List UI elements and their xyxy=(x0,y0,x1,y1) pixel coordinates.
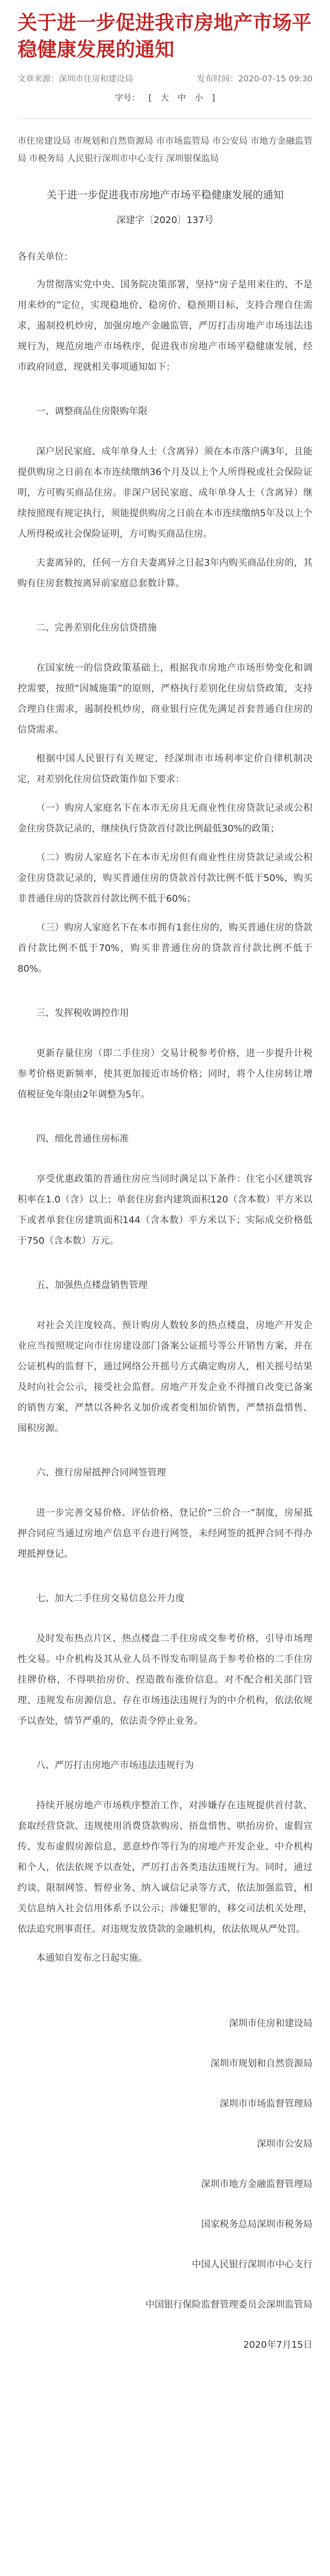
section-heading: 三、发挥税收调控作用 xyxy=(36,1008,129,1019)
font-size-label: 字号： xyxy=(114,93,140,103)
signatory: 中国人民银行深圳市中心支行 xyxy=(192,2259,312,2270)
font-size-small-button[interactable]: 小 xyxy=(194,93,203,103)
section-paragraph: 夫妻离异的，任何一方自夫妻离异之日起3年内购买商品住房的，其购有住房套数按离异前家庭总套数计算。 xyxy=(18,557,312,589)
document-title: 关于进一步促进我市房地产市场平稳健康发展的通知 xyxy=(46,189,284,201)
section-paragraph: 在国家统一的信贷政策基础上，根据我市房地产市场形势变化和调控需要，按照“因城施策”的原则，严格执行差别化住房信贷政策，支持合理自住需求，遏制投机炒房，商业银行应优先满足首套普通自住房的信贷需求。 xyxy=(18,663,312,735)
section-paragraph: 持续开展房地产市场秩序整治工作，对涉嫌存在违规提供首付款、套取经营贷款、违规使用消费贷款购房、捂盘惜售、哄抬房价、虚假宣传、发布虚假房源信息、恶意炒作等行为的房地产开发企业、中介机构和个人，依法依规予以查处，严厉打击各类违法违规行为。同时，通过约谈、限制网签、暂停业务、纳入诚信记录等方式，依法加强监管，相关信息纳入社会信用体系予以公示；涉嫌犯罪的，移交司法机关处理，依法追究刑事责任。对违规发放贷款的金融机构，依法依规从严处罚。 xyxy=(18,1800,312,1935)
font-size-medium-button[interactable]: 中 xyxy=(177,93,186,103)
section-heading: 二、完善差别化住房信贷措施 xyxy=(36,622,157,633)
section-paragraph: 深户居民家庭、成年单身人士（含离异）须在本市落户满3年，且能提供购房之日前在本市连续缴纳36个月及以上个人所得税或社会保险证明，方可购买商品住房。非深户居民家庭、成年单身人士（含离异）继续按照现有规定执行，须能提供购房之日前在本市连续缴纳5年及以上个人所得税或社会保险证明，方可购买商品住房。 xyxy=(18,446,312,539)
header-divider xyxy=(18,118,312,119)
section-heading: 五、加强热点楼盘销售管理 xyxy=(36,1280,147,1291)
signatory: 深圳市市场监督管理局 xyxy=(220,2098,312,2109)
section-heading: 四、细化普通住房标准 xyxy=(36,1133,129,1144)
salutation: 各有关单位： xyxy=(18,251,73,262)
signatory: 深圳市地方金融监督管理局 xyxy=(201,2179,312,2190)
source-value: 深圳市住房和建设局 xyxy=(59,74,134,83)
signatory: 深圳市住房和建设局 xyxy=(229,2018,312,2029)
intro-paragraph: 为贯彻落实党中央、国务院决策部署，坚持“房子是用来住的、不是用来炒的”定位，实现稳地价、稳房价、稳预期目标，支持合理自住需求，遏制投机炒房，加强房地产金融监管，严厉打击房地产市场违法违规行为，规范房地产市场秩序，促进我市房地产市场平稳健康发展，经市政府同意，现就相关事项通知如下： xyxy=(18,279,312,372)
section-paragraph: 进一步完善交易价格、评估价格、登记价“三价合一”制度，房屋抵押合同应当通过房地产信息平台进行网签，未经网签的抵押合同不得办理抵押登记。 xyxy=(18,1507,312,1560)
article-title: 关于进一步促进我市房地产市场平稳健康发展的通知 xyxy=(18,11,312,61)
section-paragraph: 及时发布热点片区、热点楼盘二手住房成交参考价格，引导市场理性交易。中介机构及其从业人员不得发布明显高于参考价格的二手住房挂牌价格，不得哄抬房价、捏造散布涨价信息。对不配合相关部门管理、违规发布房源信息、存在市场违法违规行为的中介机构，依法依规予以查处，情节严重的，依法责令停止业务。 xyxy=(18,1633,312,1726)
section-heading: 七、加大二手住房交易信息公开力度 xyxy=(36,1593,185,1604)
publish-label: 发布时间： xyxy=(196,74,238,83)
section-paragraph: 根据中国人民银行有关规定，经深圳市市场利率定价自律机制决定，对差别化住房信贷政策作如下要求： xyxy=(18,753,312,785)
signatory: 中国银行保险监督管理委员会深圳监管局 xyxy=(145,2299,312,2310)
section-heading: 六、推行房屋抵押合同网签管理 xyxy=(36,1467,166,1478)
signatory-list xyxy=(18,2015,312,2314)
section-paragraph: （一）购房人家庭名下在本市无房且无商业性住房贷款记录或公积金住房贷款记录的，继续执行贷款首付款比例最低30%的政策； xyxy=(18,803,312,834)
signatory: 深圳市规划和自然资源局 xyxy=(210,2058,312,2069)
section-paragraph: 更新存量住房（即二手住房）交易计税参考价格，进一步提升计税参考价格更新频率，使其更加接近市场价格；同时，将个人住房转让增值税征免年限由2年调整为5年。 xyxy=(18,1048,312,1100)
section-paragraph: （二）购房人家庭名下在本市无房但有商业性住房贷款记录或公积金住房贷款记录的，购买普通住房的贷款首付款比例不低于50%，购买非普通住房的贷款首付款比例不低于60%； xyxy=(18,852,312,904)
meta-row xyxy=(18,72,312,86)
bracket-open: [ xyxy=(148,93,152,103)
signatory: 深圳市公安局 xyxy=(257,2139,312,2149)
publish-time: 2020-07-15 09:30 xyxy=(238,74,312,83)
issuing-departments: 市住房建设局 市规划和自然资源局 市市场监管局 市公安局 市地方金融监管局 市税务局 人民银行深圳市中心支行 深圳银保监局 xyxy=(18,136,312,164)
closing-paragraph: 本通知自发布之日起实施。 xyxy=(36,1953,147,1963)
section-heading: 八、严厉打击房地产市场违法违规行为 xyxy=(36,1760,194,1771)
article-sections xyxy=(18,401,312,1940)
font-size-switcher xyxy=(18,91,312,105)
article-meta xyxy=(18,72,312,86)
bracket-close: ] xyxy=(211,93,216,103)
section-heading: 一、调整商品住房限购年限 xyxy=(36,406,147,417)
publish-line xyxy=(197,72,312,86)
section-paragraph: 享受优惠政策的普通住房应当同时满足以下条件：住宅小区建筑容积率在1.0（含）以上；单套住房套内建筑面积120（含本数）平方米以下或者单套住房建筑面积144（含本数）平方米以下；实际成交价格低于750（含本数）万元。 xyxy=(18,1174,312,1246)
source-label: 文章来源： xyxy=(18,74,59,83)
source-line xyxy=(18,72,133,86)
section-paragraph: （三）购房人家庭名下在本市拥有1套住房的，购买普通住房的贷款首付款比例不低于70%，购买非普通住房的贷款首付款比例不低于80%。 xyxy=(18,922,312,974)
document-number: 深建字〔2020〕137号 xyxy=(116,215,214,226)
section-paragraph: 对社会关注度较高、预计购房人数较多的热点楼盘，房地产开发企业应当按照规定向市住房建设部门备案公证摇号等公开销售方案，并在公证机构的监督下，通过网络公开摇号方式确定购房人，相关摇号结果及时向社会公示，接受社会监督。房地产开发企业不得擅自改变已备案的销售方案，严禁以各种名义加价或者变相加价销售，严禁捂盘惜售、囤积房源。 xyxy=(18,1320,312,1434)
font-size-large-button[interactable]: 大 xyxy=(160,93,169,103)
signatory: 国家税务总局深圳市税务局 xyxy=(201,2219,312,2230)
document-date: 2020年7月15日 xyxy=(243,2340,312,2350)
